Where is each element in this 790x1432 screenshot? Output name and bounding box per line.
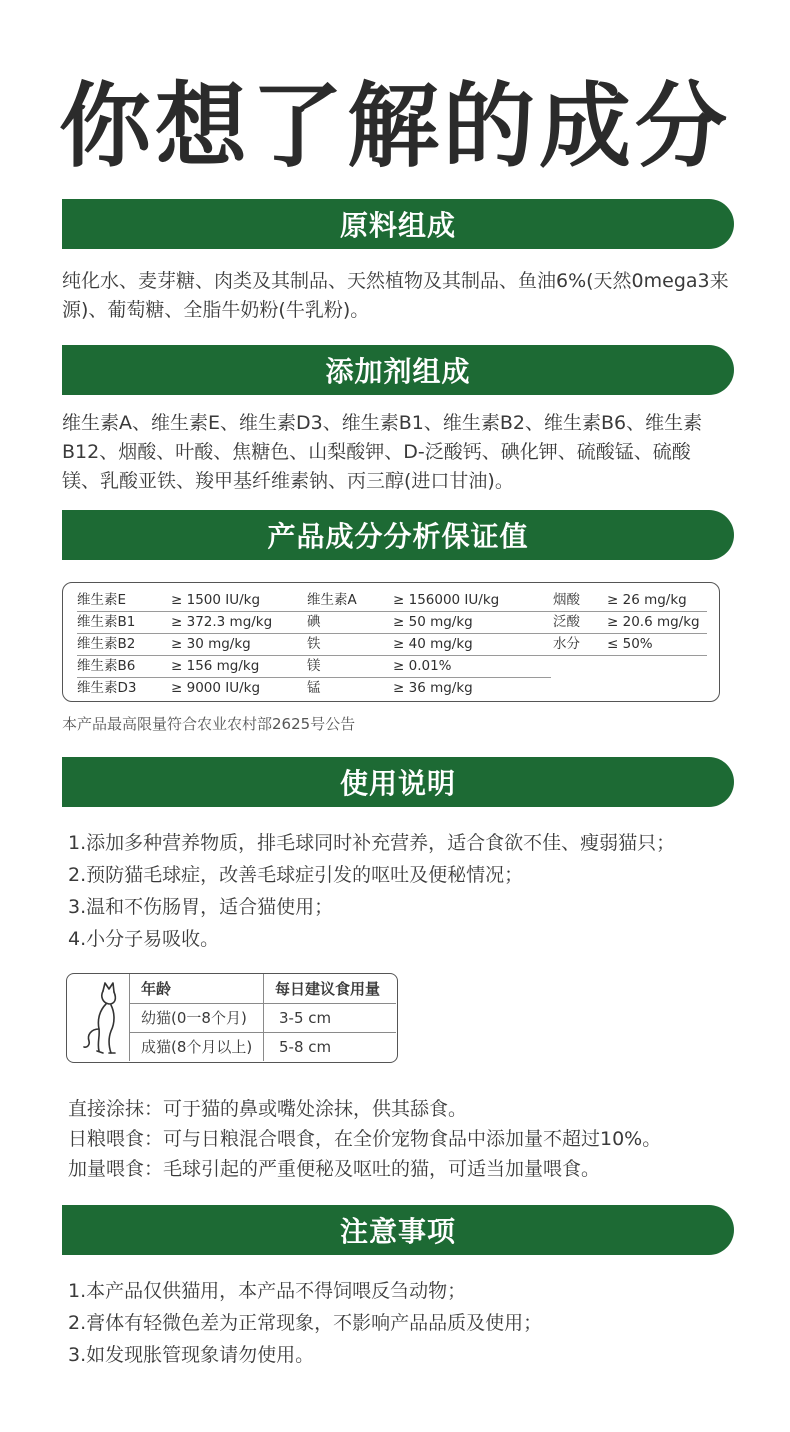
nutrient-value: ≥ 36 mg/kg	[393, 680, 473, 696]
nutrient-name: 维生素D3	[77, 680, 137, 696]
age-header: 年龄	[141, 980, 172, 998]
feeding-methods	[68, 1094, 661, 1184]
cautions-banner: 注意事项	[62, 1205, 734, 1255]
nutrient-name: 铁	[307, 636, 321, 652]
nutrient-value: ≥ 26 mg/kg	[607, 592, 687, 608]
ingredients-text: 纯化水、麦芽糖、肉类及其制品、天然植物及其制品、鱼油6%(天然0mega3来源)、葡萄糖、全脂牛奶粉(牛乳粉)。	[62, 270, 729, 321]
list-item: 4.小分子易吸收。	[68, 928, 220, 950]
nutrient-value: ≥ 20.6 mg/kg	[607, 614, 700, 630]
nutrient-name: 水分	[553, 636, 580, 652]
list-item: 3.如发现胀管现象请勿使用。	[68, 1344, 315, 1366]
list-item: 2.预防猫毛球症，改善毛球症引发的呕吐及便秘情况；	[68, 864, 524, 886]
nutrient-value: ≥ 0.01%	[393, 658, 452, 674]
nutrient-value: ≥ 9000 IU/kg	[171, 680, 261, 696]
cautions-list	[68, 1275, 542, 1371]
nutrient-name: 维生素A	[307, 592, 357, 608]
nutrient-name: 泛酸	[553, 614, 580, 630]
nutrient-value: ≤ 50%	[607, 636, 653, 652]
nutrient-value: ≥ 30 mg/kg	[171, 636, 251, 652]
analysis-table	[62, 582, 720, 702]
nutrient-name: 维生素B1	[77, 614, 136, 630]
column-divider	[129, 974, 130, 1061]
dose-cell: 5-8 cm	[279, 1038, 332, 1056]
dose-cell: 3-5 cm	[279, 1009, 332, 1027]
additives-text: 维生素A、维生素E、维生素D3、维生素B1、维生素B2、维生素B6、维生素B12、烟酸、叶酸、焦糖色、山梨酸钾、D-泛酸钙、碘化钾、硫酸锰、硫酸镁、乳酸亚铁、羧甲基纤维素钠、丙三醇(进口甘油)。	[62, 412, 703, 492]
regulation-note: 本产品最高限量符合农业农村部2625号公告	[62, 715, 356, 733]
nutrient-value: ≥ 1500 IU/kg	[171, 592, 261, 608]
nutrient-name: 维生素B6	[77, 658, 136, 674]
usage-banner: 使用说明	[62, 757, 734, 807]
additives-banner: 添加剂组成	[62, 345, 734, 395]
list-item: 2.膏体有轻微色差为正常现象，不影响产品品质及使用；	[68, 1312, 543, 1334]
ingredients-banner: 原料组成	[62, 199, 734, 249]
nutrient-name: 锰	[307, 680, 321, 696]
list-item: 3.温和不伤肠胃，适合猫使用；	[68, 896, 334, 918]
cat-icon	[73, 977, 123, 1059]
list-item: 加量喂食：毛球引起的严重便秘及呕吐的猫，可适当加量喂食。	[68, 1158, 601, 1180]
list-item: 1.本产品仅供猫用，本产品不得饲喂反刍动物；	[68, 1280, 467, 1302]
nutrient-name: 镁	[307, 658, 321, 674]
nutrient-name: 维生素B2	[77, 636, 136, 652]
column-divider	[263, 974, 264, 1061]
dose-header: 每日建议食用量	[275, 980, 381, 998]
nutrient-value: ≥ 156000 IU/kg	[393, 592, 500, 608]
nutrient-name: 维生素E	[77, 592, 127, 608]
list-item: 1.添加多种营养物质，排毛球同时补充营养，适合食欲不佳、瘦弱猫只；	[68, 832, 676, 854]
list-item: 直接涂抹：可于猫的鼻或嘴处涂抹，供其舔食。	[68, 1098, 468, 1120]
list-item: 日粮喂食：可与日粮混合喂食，在全价宠物食品中添加量不超过10%。	[68, 1128, 662, 1150]
nutrient-value: ≥ 40 mg/kg	[393, 636, 473, 652]
usage-list	[68, 827, 675, 955]
age-cell: 幼猫(0一8个月)	[141, 1009, 247, 1027]
nutrient-value: ≥ 50 mg/kg	[393, 614, 473, 630]
analysis-banner: 产品成分分析保证值	[62, 510, 734, 560]
page-title: 你想了解的成分	[58, 73, 731, 180]
nutrient-name: 碘	[307, 614, 321, 630]
nutrient-value: ≥ 156 mg/kg	[171, 658, 260, 674]
nutrient-value: ≥ 372.3 mg/kg	[171, 614, 273, 630]
dosage-table	[66, 973, 398, 1063]
age-cell: 成猫(8个月以上)	[141, 1038, 253, 1056]
nutrient-name: 烟酸	[553, 592, 580, 608]
